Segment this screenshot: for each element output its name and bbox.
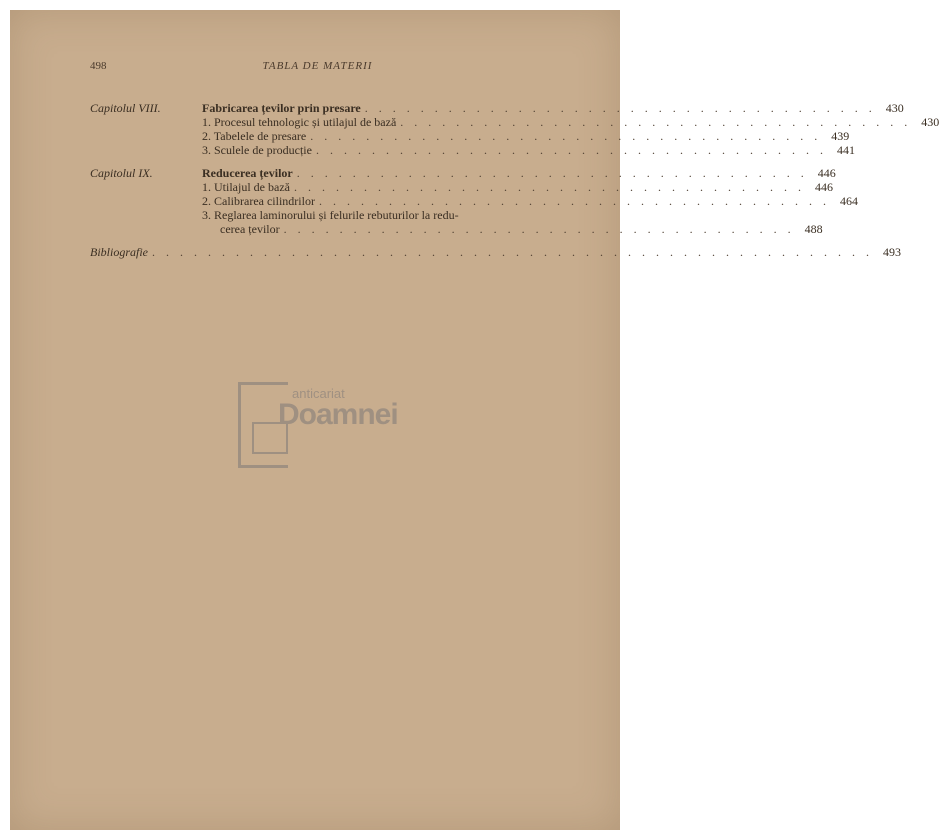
leader-dots: . . . . . . . . . . . . . . . . . . . . . . . . . . . . . . . . . . . . . <box>315 143 827 157</box>
page-ref: 441 <box>836 143 855 157</box>
watermark-big-text: Doamnei <box>278 398 398 431</box>
book-page <box>10 10 939 830</box>
toc-item <box>90 115 939 129</box>
watermark-logo <box>238 382 413 472</box>
leader-dots: . . . . . . . . . . . . . . . . . . . . . . . . . . . . . . . . . . . . . <box>400 115 912 129</box>
bibliography-label: Bibliografie <box>90 245 148 259</box>
toc-bibliography <box>90 245 901 259</box>
chapter-title: Fabricarea țevilor prin presare <box>202 101 361 115</box>
toc-item <box>90 194 858 208</box>
page-ref: 446 <box>817 166 836 180</box>
page-ref: 446 <box>814 180 833 194</box>
item-title: 2. Calibrarea cilindrilor <box>202 194 315 208</box>
toc-item <box>90 143 855 157</box>
watermark-small-text: anticariat <box>292 386 345 401</box>
leader-dots: . . . . . . . . . . . . . . . . . . . . . . . . . . . . . . . . . . . . . <box>318 194 830 208</box>
item-title: 1. Utilajul de bază <box>202 180 290 194</box>
toc-item <box>90 180 833 194</box>
leader-dots: . . . . . . . . . . . . . . . . . . . . . . . . . . . . . . . . . . . . . . . . . . . . . . . . . . . . <box>152 245 873 259</box>
toc-chapter-8 <box>90 101 904 115</box>
page-ref: 493 <box>883 245 901 259</box>
item-title: 3. Reglarea laminorului și felurile rebuturilor la redu- <box>202 208 459 222</box>
page-ref: 430 <box>921 115 939 129</box>
item-title: 2. Tabelele de presare <box>202 129 307 143</box>
leader-dots: . . . . . . . . . . . . . . . . . . . . . . . . . . . . . . . . . . . . . <box>293 180 805 194</box>
running-title: TABLA DE MATERII <box>262 60 373 72</box>
leader-dots: . . . . . . . . . . . . . . . . . . . . . . . . . . . . . . . . . . . . . <box>364 101 876 115</box>
toc-chapter-9 <box>90 166 836 180</box>
toc-item <box>90 208 545 222</box>
chapter-label: Capitolul IX. <box>90 166 153 180</box>
page-ref: 488 <box>804 222 823 236</box>
leader-dots: . . . . . . . . . . . . . . . . . . . . . . . . . . . . . . . . . . . . . <box>283 222 795 236</box>
leader-dots: . . . . . . . . . . . . . . . . . . . . . . . . . . . . . . . . . . . . . <box>310 129 822 143</box>
item-title: 1. Procesul tehnologic și utilajul de bază <box>202 115 397 129</box>
leader-dots: . . . . . . . . . . . . . . . . . . . . . . . . . . . . . . . . . . . . . <box>296 166 808 180</box>
chapter-title: Reducerea țevilor <box>202 166 293 180</box>
page-ref: 439 <box>831 129 850 143</box>
table-of-contents <box>90 101 939 259</box>
item-title: 3. Sculele de producție <box>202 143 312 157</box>
page-number: 498 <box>90 60 107 72</box>
page-ref: 464 <box>839 194 858 208</box>
toc-item-continuation <box>90 222 823 236</box>
page-ref: 430 <box>885 101 904 115</box>
chapter-label: Capitolul VIII. <box>90 101 161 115</box>
item-title-continuation: cerea țevilor <box>220 222 280 236</box>
toc-item <box>90 129 850 143</box>
